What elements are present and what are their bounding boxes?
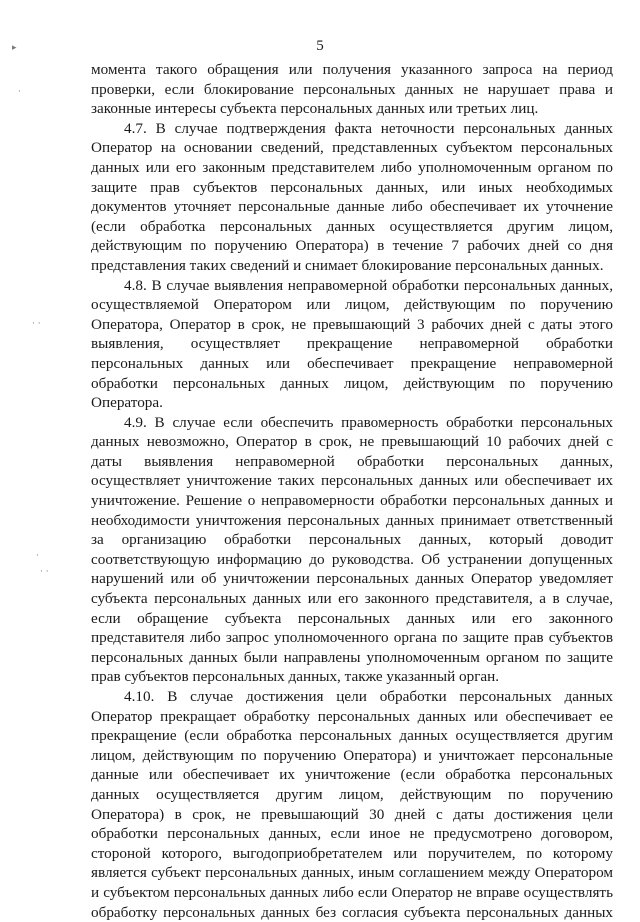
text-line: обработки персональных данных лицом, действующим по поручению (91, 374, 613, 392)
text-line: соответствующую информацию до руководства. Об устранении допущенных (91, 550, 613, 568)
text-line: осуществляет уничтожение таких персональных данных или обеспечивает их (91, 472, 613, 490)
text-line: представления таких сведений и снимает блокирование персональных данных. (91, 256, 604, 274)
text-line: прекращение (если обработка персональных данных осуществляется другим (91, 727, 613, 745)
text-line: проверки, если блокирование персональных данных не нарушает права и (91, 80, 613, 98)
text-line: Оператор на основании сведений, представленных субъектом персональных (91, 139, 613, 157)
text-line: Оператора) в срок, не превышающий 30 дней с даты достижения цели (91, 805, 613, 823)
text-line: если обращение субъекта персональных данных или его законного (91, 609, 613, 627)
text-line: персональных данных были направлены уполномоченным органом по защите (91, 648, 613, 666)
text-line: документов уточняет персональные данные либо обеспечивает их уточнение (91, 198, 613, 216)
text-line: 4.8. В случае выявления неправомерной обработки персональных данных, (124, 276, 613, 294)
text-line: персональных данных или обеспечивает прекращение неправомерной (91, 354, 613, 372)
text-line: данных невозможно, Оператор в срок, не превышающий 10 рабочих дней с (91, 433, 613, 451)
text-line: за организацию обработки персональных данных, который доводит (91, 531, 613, 549)
text-line: обработки персональных данных, если иное не предусмотрено договором, (91, 825, 613, 843)
text-line: представителя либо запрос уполномоченного органа по защите прав субъектов (91, 629, 613, 647)
text-line: момента такого обращения или получения указанного запроса на период (91, 61, 613, 78)
text-line: данных или его законным представителем либо уполномоченным органом по (91, 158, 613, 176)
scan-speck: · (18, 87, 21, 97)
text-line: обработку персональных данных без согласия субъекта персональных данных (91, 903, 613, 921)
scan-speck: ▸ (12, 43, 17, 53)
text-line: Оператора, Оператор в срок, не превышающий 3 рабочих дней с даты этого (91, 315, 613, 333)
text-line: является субъект персональных данных, иным соглашением между Оператором (91, 864, 613, 882)
text-line: уничтожение. Решение о неправомерности обработки персональных данных и (91, 492, 613, 510)
text-line: Оператор прекращает обработку персональных данных или обеспечивает ее (91, 707, 613, 725)
text-line: стороной которого, выгодоприобретателем или поручителем, по которому (91, 844, 613, 862)
text-line: осуществляемой Оператором или лицом, действующим по поручению (91, 296, 613, 314)
text-line: Оператора. (91, 394, 163, 412)
text-line: 4.7. В случае подтверждения факта неточности персональных данных (124, 119, 613, 137)
scan-speck: · · (32, 319, 41, 329)
text-line: данные или обеспечивает их уничтожение (если обработка персональных (91, 766, 613, 784)
text-line: законные интересы субъекта персональных данных или третьих лиц. (91, 100, 539, 118)
text-line: (если обработка персональных данных осуществляется другим лицом, (91, 217, 613, 235)
text-line: данных осуществляется другим лицом, действующим по поручению (91, 785, 613, 803)
scan-speck: · · (40, 567, 49, 577)
text-line: 4.9. В случае если обеспечить правомерность обработки персональных (124, 413, 613, 431)
text-line: 4.10. В случае достижения цели обработки персональных данных (124, 688, 613, 705)
text-line: субъекта персональных данных или его законного представителя, а в случае, (91, 590, 613, 608)
body-text (91, 60, 613, 922)
text-line: действующим по поручению Оператора) в течение 7 рабочих дней со дня (91, 237, 613, 255)
text-line: даты выявления неправомерной обработки персональных данных, (91, 452, 613, 470)
text-line: защите прав субъектов персональных данных, или иных необходимых (91, 178, 613, 196)
text-line: нарушений или об уничтожении персональных данных Оператор уведомляет (91, 570, 613, 588)
text-line: выявления, осуществляет прекращение неправомерной обработки (91, 335, 613, 353)
text-line: прав субъектов персональных данных, также указанный орган. (91, 668, 500, 686)
text-line: и субъектом персональных данных либо если Оператор не вправе осуществлять (91, 883, 613, 901)
page-number: 5 (316, 38, 324, 54)
text-line: необходимости уничтожения персональных данных принимает ответственный (91, 511, 613, 529)
scan-speck: · (36, 551, 39, 561)
text-line: лицом, действующим по поручению Оператора) и уничтожает персональные (91, 746, 613, 764)
